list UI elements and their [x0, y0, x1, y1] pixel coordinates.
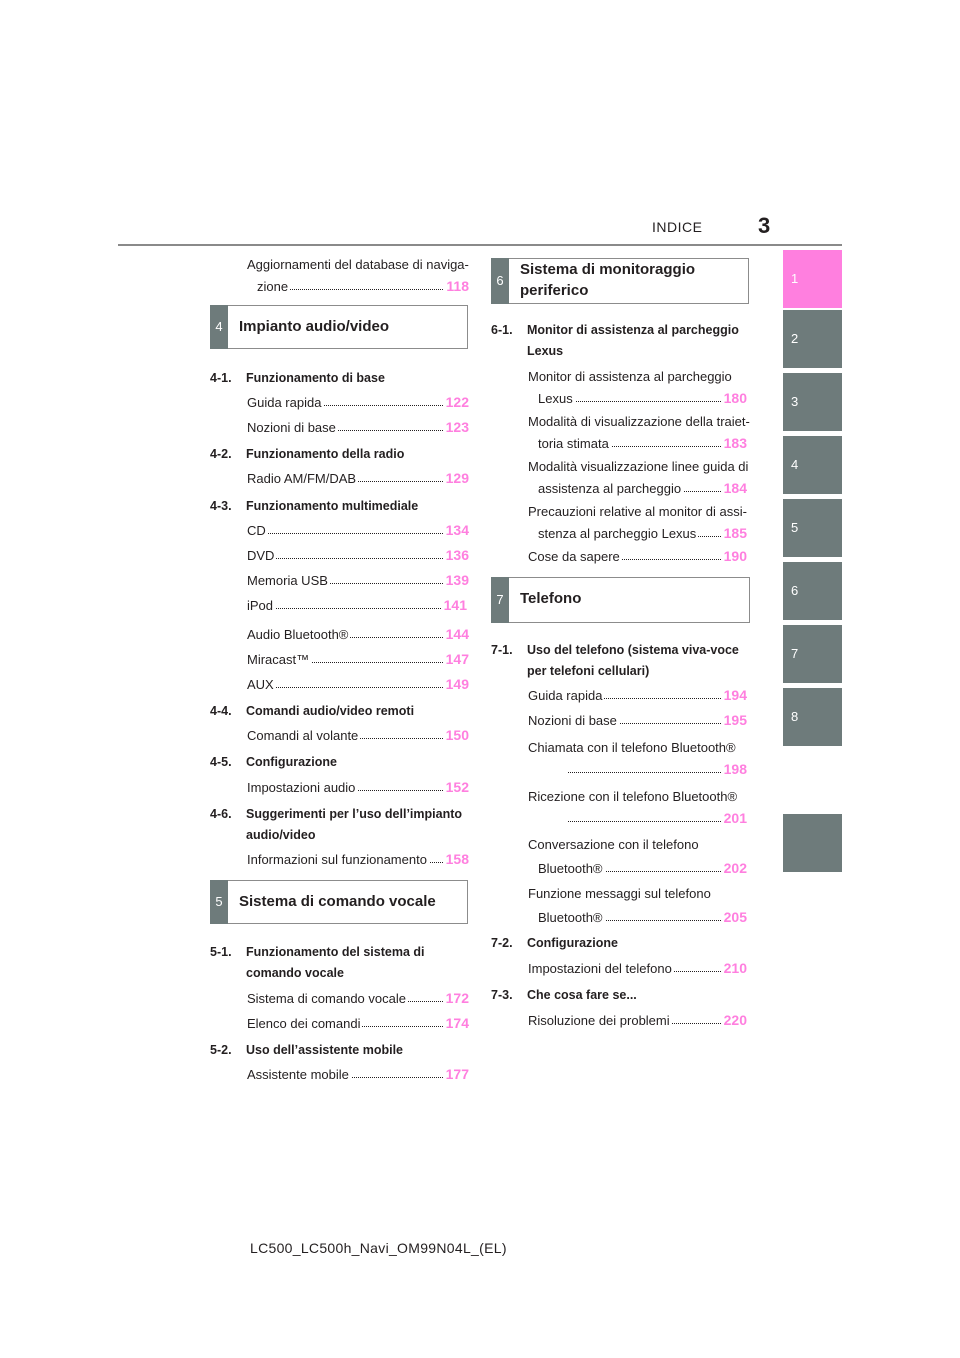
- page-ref: 174: [444, 1013, 469, 1034]
- page-ref: 144: [444, 624, 469, 645]
- subsection-code: 5-1.: [210, 945, 232, 959]
- toc-entry[interactable]: [247, 392, 469, 414]
- page-ref: 184: [722, 478, 747, 499]
- entry-line1: Conversazione con il telefono: [528, 837, 699, 852]
- entry-line2: Lexus: [528, 388, 575, 409]
- subsection-title: Funzionamento multimediale: [246, 499, 419, 513]
- entry-line2: assistenza al parcheggio: [528, 478, 683, 499]
- section-label: Sistema di comando vocale: [239, 893, 436, 910]
- page-ref: 194: [722, 685, 747, 706]
- toc-entry[interactable]: [247, 624, 469, 646]
- subsection-code: 4-4.: [210, 704, 232, 718]
- page-ref: 198: [722, 759, 747, 780]
- subsection-title: Che cosa fare se...: [527, 988, 637, 1002]
- entry-text: Assistente mobile: [247, 1064, 351, 1085]
- subsection-title: Uso del telefono (sistema viva-voce per telefoni cellulari): [527, 643, 739, 678]
- page-ref: 134: [444, 520, 469, 541]
- subsection-title: Funzionamento del sistema di comando vocale: [246, 945, 425, 980]
- subsection-4-6[interactable]: [210, 804, 480, 848]
- subsection-4-3[interactable]: [210, 496, 480, 518]
- subsection-4-4[interactable]: [210, 701, 480, 723]
- toc-entry[interactable]: [528, 366, 747, 410]
- entry-text: Impostazioni del telefono: [528, 958, 674, 979]
- subsection-6-1[interactable]: [491, 320, 751, 364]
- subsection-code: 4-5.: [210, 755, 232, 769]
- toc-entry[interactable]: [528, 456, 747, 500]
- entry-text: Informazioni sul funzionamento: [247, 849, 429, 870]
- page-ref: 177: [444, 1064, 469, 1085]
- chapter-tab-2[interactable]: 2: [783, 310, 842, 368]
- section-number: 5: [210, 880, 228, 924]
- section-label: Impianto audio/video: [239, 318, 390, 335]
- entry-text: Comandi al volante: [247, 725, 360, 746]
- entry-text: Nozioni di base: [528, 710, 619, 731]
- entry-line1: Aggiornamenti del database di naviga-: [247, 257, 469, 272]
- section-header-5[interactable]: [210, 880, 468, 924]
- section-header-6[interactable]: [491, 258, 749, 304]
- leader-dots: [247, 608, 467, 609]
- page-ref: 195: [722, 710, 747, 731]
- entry-line2: stenza al parcheggio Lexus: [528, 523, 698, 544]
- subsection-title: Configurazione: [246, 755, 337, 769]
- entry-text: Elenco dei comandi: [247, 1013, 362, 1034]
- header-rule: [118, 244, 842, 246]
- entry-text: Miracast™: [247, 649, 311, 670]
- chapter-tab-7[interactable]: 7: [783, 625, 842, 683]
- chapter-tab-5[interactable]: 5: [783, 499, 842, 557]
- toc-entry[interactable]: [247, 777, 469, 799]
- subsection-7-2[interactable]: [491, 933, 751, 955]
- subsection-code: 4-6.: [210, 807, 232, 821]
- page-ref: 172: [444, 988, 469, 1009]
- toc-entry[interactable]: [247, 570, 469, 592]
- toc-entry[interactable]: [528, 546, 747, 568]
- subsection-title: Funzionamento di base: [246, 371, 385, 385]
- section-number: 4: [210, 305, 228, 349]
- toc-entry[interactable]: [528, 710, 747, 732]
- page-ref: 205: [722, 907, 747, 928]
- page-ref: 183: [722, 433, 747, 454]
- entry-line1: Funzione messaggi sul telefono: [528, 886, 711, 901]
- chapter-tab-8[interactable]: 8: [783, 688, 842, 746]
- entry-text: Nozioni di base: [247, 417, 338, 438]
- toc-entry[interactable]: [528, 685, 747, 707]
- entry-line1: Modalità di visualizzazione della traiet-: [528, 414, 750, 429]
- entry-line1: Monitor di assistenza al parcheggio: [528, 369, 732, 384]
- entry-text: DVD: [247, 545, 276, 566]
- section-label-line1: Sistema di monitoraggio: [520, 261, 696, 278]
- subsection-code: 7-1.: [491, 643, 513, 657]
- entry-line2: Bluetooth®: [528, 858, 605, 879]
- page-ref: 149: [444, 674, 469, 695]
- leader-dots: [568, 821, 747, 822]
- toc-entry[interactable]: [247, 520, 469, 542]
- entry-line1: Chiamata con il telefono Bluetooth®: [528, 740, 736, 755]
- toc-entry[interactable]: [247, 1064, 469, 1086]
- subsection-code: 5-2.: [210, 1043, 232, 1057]
- leader-dots: [568, 772, 747, 773]
- toc-entry[interactable]: [247, 674, 469, 696]
- toc-entry[interactable]: [528, 786, 747, 830]
- subsection-5-1[interactable]: [210, 942, 480, 986]
- subsection-title: Monitor di assistenza al parcheggio Lexus: [527, 323, 739, 358]
- page-ref: 185: [722, 523, 747, 544]
- subsection-code: 7-2.: [491, 936, 513, 950]
- entry-line1: Precauzioni relative al monitor di assi-: [528, 504, 747, 519]
- chapter-tab-index[interactable]: [783, 814, 842, 872]
- toc-entry[interactable]: [528, 958, 747, 980]
- section-number: 7: [491, 577, 509, 623]
- section-number: 6: [491, 258, 509, 304]
- chapter-tab-4[interactable]: 4: [783, 436, 842, 494]
- toc-entry[interactable]: [247, 849, 469, 871]
- toc-entry[interactable]: [247, 417, 469, 439]
- page-ref: 158: [444, 849, 469, 870]
- page-ref: 147: [444, 649, 469, 670]
- entry-text: CD: [247, 520, 268, 541]
- page-ref: 122: [444, 392, 469, 413]
- page-ref: 190: [722, 546, 747, 567]
- subsection-title: Funzionamento della radio: [246, 447, 405, 461]
- entry-line1: Ricezione con il telefono Bluetooth®: [528, 789, 738, 804]
- subsection-title: Configurazione: [527, 936, 618, 950]
- page-ref: 220: [722, 1010, 747, 1031]
- entry-line2: Bluetooth®: [528, 907, 605, 928]
- entry-line2: zione: [247, 276, 290, 297]
- leader-dots: [247, 558, 469, 559]
- chapter-tab-6[interactable]: 6: [783, 562, 842, 620]
- section-label-line2: periferico: [520, 282, 589, 299]
- subsection-7-3[interactable]: [491, 985, 751, 1007]
- entry-text: Guida rapida: [247, 392, 323, 413]
- toc-entry[interactable]: [528, 1010, 747, 1032]
- page-ref: 152: [444, 777, 469, 798]
- document-code: LC500_LC500h_Navi_OM99N04L_(EL): [250, 1240, 507, 1256]
- entry-line2: toria stimata: [528, 433, 611, 454]
- toc-entry-map-update[interactable]: [247, 254, 469, 298]
- page-ref: 202: [722, 858, 747, 879]
- toc-entry[interactable]: [247, 545, 469, 567]
- entry-text: Sistema di comando vocale: [247, 988, 408, 1009]
- entry-text: Memoria USB: [247, 570, 330, 591]
- subsection-title: Uso dell’assistente mobile: [246, 1043, 403, 1057]
- entry-text: iPod: [247, 595, 275, 616]
- header-title: INDICE: [652, 219, 703, 235]
- subsection-7-1[interactable]: [491, 640, 751, 684]
- subsection-4-1[interactable]: [210, 368, 480, 390]
- leader-dots: [247, 533, 469, 534]
- entry-text: Guida rapida: [528, 685, 604, 706]
- entry-text: Radio AM/FM/DAB: [247, 468, 358, 489]
- toc-entry[interactable]: [528, 411, 750, 455]
- page-ref: 210: [722, 958, 747, 979]
- chapter-tab-1[interactable]: 1: [783, 250, 842, 308]
- page-ref: 118: [444, 276, 469, 297]
- page-ref: 123: [444, 417, 469, 438]
- page-ref: 201: [722, 808, 747, 829]
- toc-entry[interactable]: [247, 1013, 469, 1035]
- toc-entry[interactable]: [247, 468, 469, 490]
- section-label: Telefono: [520, 590, 582, 607]
- subsection-code: 4-1.: [210, 371, 232, 385]
- toc-entry[interactable]: [247, 649, 469, 671]
- subsection-title: Suggerimenti per l’uso dell’impianto audio/video: [246, 807, 462, 842]
- page-ref: 139: [444, 570, 469, 591]
- chapter-tab-3[interactable]: 3: [783, 373, 842, 431]
- subsection-code: 4-2.: [210, 447, 232, 461]
- page-ref: 180: [722, 388, 747, 409]
- page-ref: 150: [444, 725, 469, 746]
- entry-text: Audio Bluetooth®: [247, 624, 350, 645]
- entry-text: Impostazioni audio: [247, 777, 357, 798]
- entry-line1: Modalità visualizzazione linee guida di: [528, 459, 749, 474]
- subsection-code: 6-1.: [491, 323, 513, 337]
- toc-entry[interactable]: [247, 988, 469, 1010]
- toc-entry[interactable]: [528, 834, 747, 878]
- page-ref: 141: [442, 595, 467, 616]
- section-header-4[interactable]: [210, 305, 468, 349]
- subsection-title: Comandi audio/video remoti: [246, 704, 415, 718]
- subsection-code: 7-3.: [491, 988, 513, 1002]
- section-header-7[interactable]: [491, 577, 750, 623]
- leader-dots: [247, 687, 469, 688]
- subsection-4-5[interactable]: [210, 752, 480, 774]
- toc-entry[interactable]: [528, 737, 747, 781]
- subsection-4-2[interactable]: [210, 444, 480, 466]
- toc-entry[interactable]: [247, 595, 467, 617]
- toc-entry[interactable]: [528, 501, 747, 545]
- entry-text: Risoluzione dei problemi: [528, 1010, 672, 1031]
- page-ref: 129: [444, 468, 469, 489]
- toc-entry[interactable]: [528, 883, 747, 927]
- entry-text: AUX: [247, 674, 276, 695]
- subsection-5-2[interactable]: [210, 1040, 480, 1062]
- page-ref: 136: [444, 545, 469, 566]
- entry-text: Cose da sapere: [528, 546, 622, 567]
- page-number: 3: [758, 213, 771, 238]
- subsection-code: 4-3.: [210, 499, 232, 513]
- toc-entry[interactable]: [247, 725, 469, 747]
